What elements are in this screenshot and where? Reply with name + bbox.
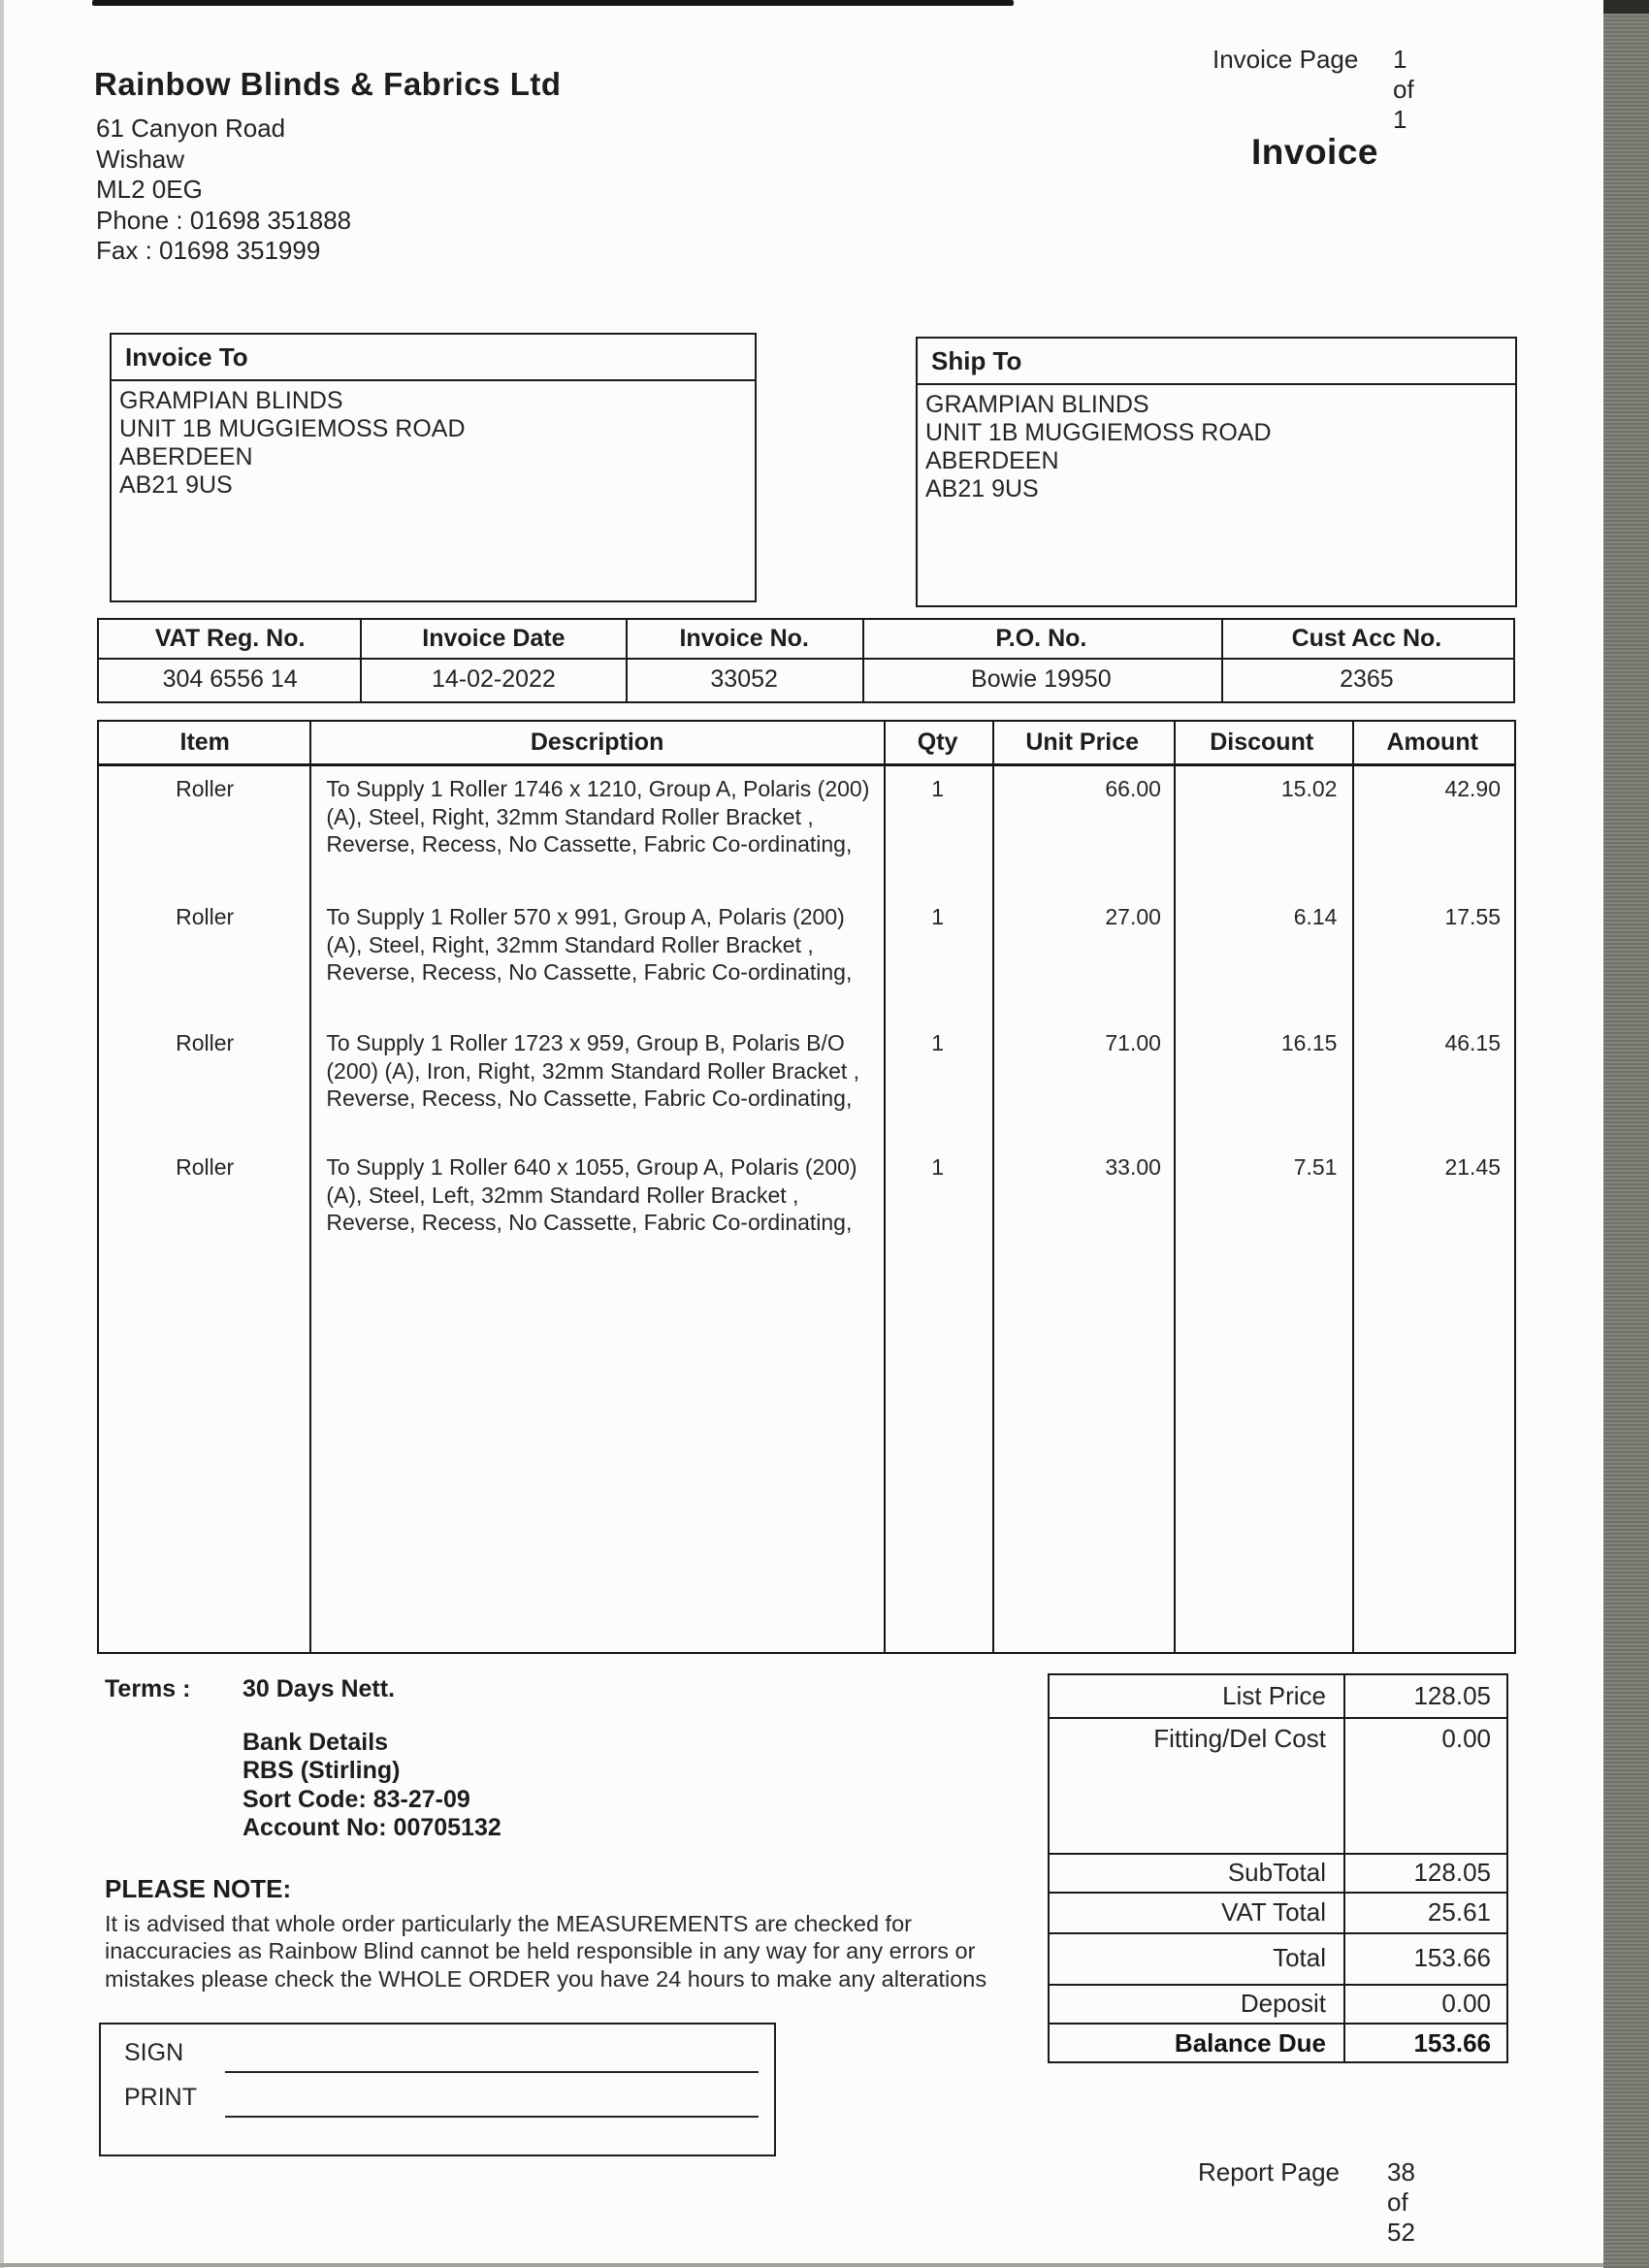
item-qty: 1 <box>931 776 944 801</box>
print-line <box>225 2116 759 2118</box>
cust-acc-no-value: 2365 <box>1340 665 1394 693</box>
totals-row-subtotal <box>1050 1853 1506 1892</box>
item-row <box>99 903 1514 987</box>
totals-value: 25.61 <box>1427 1896 1491 1927</box>
item-discount: 6.14 <box>1293 904 1338 929</box>
invoice-to-box <box>110 333 757 602</box>
item-amount: 46.15 <box>1444 1030 1502 1055</box>
items-header-qty: Qty <box>917 729 958 756</box>
invoice-meta-table <box>97 618 1515 703</box>
item-description: To Supply 1 Roller 1723 x 959, Group B, Polaris B/O (200) (A), Iron, Right, 32mm Standard Roller Bracket , Reverse, Recess, No Cassette, Fabric Co-ordinating, <box>326 1030 860 1111</box>
line-items-table <box>97 720 1516 1654</box>
invoice-to-address-line: ABERDEEN <box>119 443 253 470</box>
company-address-line: ML2 0EG <box>96 175 203 204</box>
item-row <box>99 1029 1514 1113</box>
totals-value: 0.00 <box>1441 1724 1491 1753</box>
bank-details <box>242 1729 501 1843</box>
totals-value: 128.05 <box>1413 1857 1491 1887</box>
divider <box>918 383 1515 385</box>
bank-name: RBS (Stirling) <box>242 1757 401 1785</box>
item-discount: 16.15 <box>1280 1030 1338 1055</box>
divider <box>112 379 755 381</box>
company-address-line: 61 Canyon Road <box>96 113 286 143</box>
item-amount: 21.45 <box>1444 1154 1502 1180</box>
ship-to-address-line: ABERDEEN <box>925 447 1059 474</box>
invoice-date-value: 14-02-2022 <box>431 665 556 693</box>
totals-label: VAT Total <box>1221 1896 1326 1927</box>
totals-label: List Price <box>1222 1681 1326 1710</box>
totals-value: 153.66 <box>1413 1943 1491 1972</box>
vat-reg-no-value: 304 6556 14 <box>162 665 298 693</box>
item-type: Roller <box>176 904 235 929</box>
sign-line <box>225 2071 759 2073</box>
meta-value-row <box>99 658 1513 701</box>
ship-to-address <box>925 391 1272 503</box>
meta-header-row <box>99 620 1513 658</box>
totals-row-deposit <box>1050 1984 1506 2023</box>
report-page-label: Report Page <box>1198 2157 1340 2187</box>
invoice-to-address <box>119 387 466 500</box>
item-unit-price: 66.00 <box>1105 776 1161 801</box>
invoice-to-address-line: UNIT 1B MUGGIEMOSS ROAD <box>119 415 466 442</box>
scanner-edge-cap <box>1603 0 1649 14</box>
totals-value: 128.05 <box>1413 1681 1491 1710</box>
note-line: It is advised that whole order particularly the MEASUREMENTS are checked for <box>105 1911 912 1936</box>
company-phone: Phone : 01698 351888 <box>96 205 352 235</box>
divider <box>99 763 1514 766</box>
invoice-to-label: Invoice To <box>125 342 248 372</box>
meta-header-invoice-date: Invoice Date <box>422 625 566 652</box>
item-description: To Supply 1 Roller 640 x 1055, Group A, Polaris (200) (A), Steel, Left, 32mm Standard Roller Bracket , Reverse, Recess, No Cassette, Fabric Co-ordinating, <box>326 1154 857 1235</box>
totals-label: Deposit <box>1240 1988 1326 2018</box>
item-unit-price: 27.00 <box>1105 904 1161 929</box>
item-unit-price: 71.00 <box>1105 1030 1161 1055</box>
scan-artifact-top-line <box>92 0 1014 6</box>
totals-row-total <box>1050 1932 1506 1984</box>
company-fax: Fax : 01698 351999 <box>96 236 321 265</box>
item-row <box>99 1153 1514 1237</box>
item-description: To Supply 1 Roller 1746 x 1210, Group A, Polaris (200) (A), Steel, Right, 32mm Standard Roller Bracket , Reverse, Recess, No Cassette, Fabric Co-ordinating, <box>326 776 870 857</box>
item-type: Roller <box>176 776 235 801</box>
meta-header-po-no: P.O. No. <box>995 625 1087 652</box>
totals-row-list-price <box>1050 1675 1506 1717</box>
ship-to-box <box>916 337 1517 607</box>
ship-to-label: Ship To <box>931 346 1022 375</box>
item-unit-price: 33.00 <box>1105 1154 1161 1180</box>
invoice-page-indicator <box>1212 45 1414 134</box>
totals-table <box>1048 1673 1508 2063</box>
note-line: mistakes please check the WHOLE ORDER you have 24 hours to make any alterations <box>105 1965 987 1992</box>
po-no-value: Bowie 19950 <box>971 665 1112 693</box>
invoice-to-address-line: AB21 9US <box>119 471 233 499</box>
ship-to-address-line: GRAMPIAN BLINDS <box>925 391 1149 418</box>
report-page-value: 38 of 52 <box>1387 2157 1415 2247</box>
totals-value: 0.00 <box>1441 1988 1491 2018</box>
items-header-unit-price: Unit Price <box>1025 729 1140 756</box>
items-header-amount: Amount <box>1386 729 1478 756</box>
bank-sort-code: Sort Code: 83-27-09 <box>242 1785 470 1813</box>
item-amount: 17.55 <box>1444 904 1502 929</box>
company-address <box>96 113 351 267</box>
item-description: To Supply 1 Roller 570 x 991, Group A, Polaris (200) (A), Steel, Right, 32mm Standard Roller Bracket , Reverse, Recess, No Cassette, Fabric Co-ordinating, <box>326 904 853 985</box>
bank-details-heading: Bank Details <box>242 1729 389 1756</box>
company-name: Rainbow Blinds & Fabrics Ltd <box>94 66 562 102</box>
item-qty: 1 <box>931 1154 944 1180</box>
meta-header-cust-acc: Cust Acc No. <box>1291 625 1442 652</box>
invoice-to-address-line: GRAMPIAN BLINDS <box>119 387 343 414</box>
item-qty: 1 <box>931 904 944 929</box>
item-discount: 7.51 <box>1293 1154 1338 1180</box>
ship-to-address-line: UNIT 1B MUGGIEMOSS ROAD <box>925 419 1272 446</box>
scan-artifact-left-edge <box>0 0 4 2268</box>
item-amount: 42.90 <box>1444 776 1502 801</box>
terms-label: Terms : <box>105 1675 191 1702</box>
meta-header-vat-reg: VAT Reg. No. <box>154 625 306 652</box>
item-type: Roller <box>176 1154 235 1180</box>
scan-artifact-bottom-line <box>0 2263 1603 2267</box>
invoice-page-label: Invoice Page <box>1212 45 1359 74</box>
measurement-note <box>105 1910 986 1993</box>
invoice-title: Invoice <box>1251 132 1378 172</box>
item-type: Roller <box>176 1030 235 1055</box>
items-header-row <box>99 722 1514 763</box>
ship-to-address-line: AB21 9US <box>925 475 1039 502</box>
items-header-item: Item <box>179 729 230 756</box>
totals-row-vat-total <box>1050 1892 1506 1932</box>
terms-value: 30 Days Nett. <box>242 1675 396 1702</box>
items-header-discount: Discount <box>1210 729 1314 756</box>
totals-label: Fitting/Del Cost <box>1153 1724 1326 1753</box>
report-page-indicator <box>1198 2157 1415 2247</box>
totals-label: Balance Due <box>1174 2027 1326 2057</box>
please-note-heading: PLEASE NOTE: <box>105 1874 292 1903</box>
bank-account-no: Account No: 00705132 <box>242 1814 501 1842</box>
invoice-no-value: 33052 <box>710 665 778 693</box>
note-line: inaccuracies as Rainbow Blind cannot be held responsible in any way for any errors or <box>105 1938 976 1964</box>
signature-box <box>99 2023 776 2156</box>
totals-value: 153.66 <box>1413 2027 1491 2057</box>
sign-label: SIGN <box>124 2039 184 2066</box>
company-address-line: Wishaw <box>96 144 185 174</box>
invoice-page-value: 1 of 1 <box>1393 45 1414 134</box>
item-discount: 15.02 <box>1280 776 1338 801</box>
meta-header-invoice-no: Invoice No. <box>679 625 809 652</box>
item-qty: 1 <box>931 1030 944 1055</box>
item-row <box>99 775 1514 859</box>
print-label: PRINT <box>124 2084 197 2111</box>
totals-row-fitting-del-cost <box>1050 1717 1506 1853</box>
totals-label: Total <box>1273 1943 1326 1972</box>
totals-label: SubTotal <box>1227 1857 1326 1887</box>
items-header-description: Description <box>530 729 664 756</box>
totals-row-balance-due <box>1050 2023 1506 2063</box>
scanner-edge-strip <box>1603 0 1649 2268</box>
